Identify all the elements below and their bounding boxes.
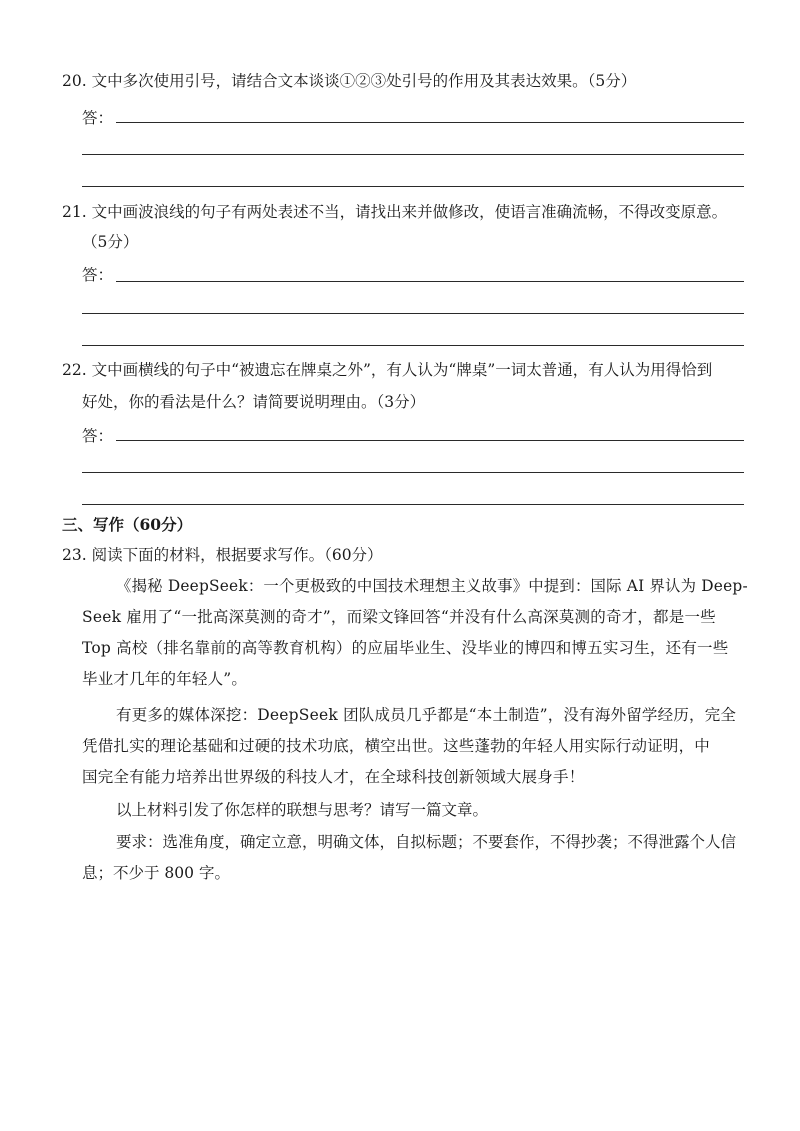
- answer-line[interactable]: [82, 313, 744, 314]
- material-paragraph-1-line-2: Seek 雇用了“一批高深莫测的奇才”，而梁文锋回答“并没有什么高深莫测的奇才，都是一些: [82, 608, 716, 626]
- answer-line[interactable]: [116, 122, 744, 123]
- answer-line[interactable]: [82, 186, 744, 187]
- material-paragraph-1-line-4: 毕业才几年的年轻人”。: [82, 670, 248, 688]
- answer-line[interactable]: [82, 472, 744, 473]
- answer-line[interactable]: [82, 154, 744, 155]
- material-paragraph-2-line-1: 有更多的媒体深挖：DeepSeek 团队成员几乎都是“本土制造”，没有海外留学经历，完全: [116, 706, 737, 724]
- question-21-text: 21. 文中画波浪线的句子有两处表述不当，请找出来并做修改，使语言准确流畅，不得改变原意。: [62, 203, 728, 221]
- question-22-text-cont: 好处，你的看法是什么？请简要说明理由。（3分）: [82, 393, 426, 411]
- answer-line[interactable]: [82, 504, 744, 505]
- requirements-line-1: 要求：选准角度，确定立意，明确文体，自拟标题；不要套作，不得抄袭；不得泄露个人信: [116, 833, 737, 851]
- question-23-text: 23. 阅读下面的材料，根据要求写作。（60分）: [62, 546, 383, 564]
- prompt-paragraph: 以上材料引发了你怎样的联想与思考？请写一篇文章。: [116, 801, 489, 819]
- answer-line[interactable]: [116, 440, 744, 441]
- answer-line[interactable]: [82, 345, 744, 346]
- material-paragraph-2-line-3: 国完全有能力培养出世界级的科技人才，在全球科技创新领域大展身手！: [82, 768, 585, 786]
- question-22-text: 22. 文中画横线的句子中“被遗忘在牌桌之外”，有人认为“牌桌”一词太普通，有人认为用得恰到: [62, 361, 713, 379]
- material-paragraph-1-line-1: 《揭秘 DeepSeek：一个更极致的中国技术理想主义故事》中提到：国际 AI 界认为 Deep-: [116, 577, 748, 595]
- material-paragraph-1-line-3: Top 高校（排名靠前的高等教育机构）的应届毕业生、没毕业的博四和博五实习生，还有一些: [82, 639, 729, 657]
- question-20-text: 20. 文中多次使用引号，请结合文本谈谈①②③处引号的作用及其表达效果。（5分）: [62, 72, 637, 90]
- question-22-answer-label: 答：: [82, 427, 114, 445]
- question-21-text-cont: （5分）: [82, 233, 139, 251]
- answer-line[interactable]: [116, 281, 744, 282]
- question-21-answer-label: 答：: [82, 266, 114, 284]
- requirements-line-2: 息；不少于 800 字。: [82, 864, 230, 882]
- material-paragraph-2-line-2: 凭借扎实的理论基础和过硬的技术功底，横空出世。这些蓬勃的年轻人用实际行动证明，中: [82, 737, 711, 755]
- section-heading: 三、写作（60分）: [62, 515, 193, 534]
- question-20-answer-label: 答：: [82, 109, 114, 127]
